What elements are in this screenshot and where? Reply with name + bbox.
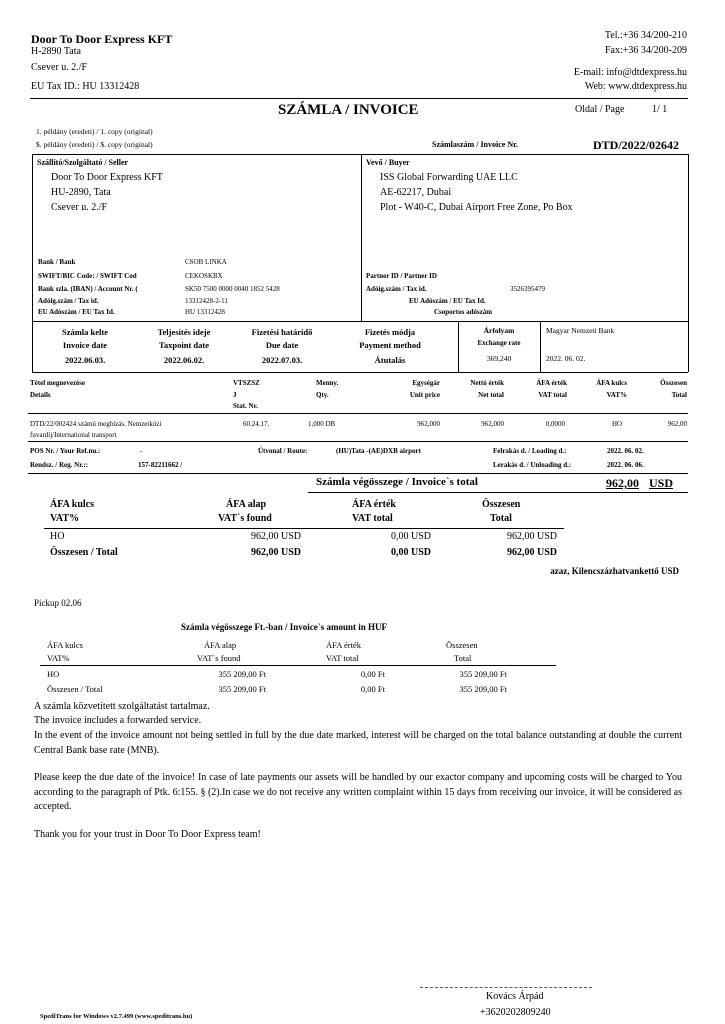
huf-sum-total: 355 209,00 Ft bbox=[459, 684, 507, 694]
huf-head-amount-hu: ÁFA érték bbox=[326, 640, 362, 650]
email-value: info@dtdexpress.hu bbox=[606, 67, 687, 78]
company-street: Csever u. 2./F bbox=[31, 62, 88, 73]
huf-row-total: 355 209,00 Ft bbox=[459, 669, 507, 679]
col-vat-pct-en: VAT% bbox=[606, 391, 627, 399]
loading-date-label: Felrakás d. / Loading d.: bbox=[493, 447, 567, 455]
copy-line-2: $. példány (eredeti) / $. copy (original) bbox=[36, 140, 153, 149]
company-name: Door To Door Express KFT bbox=[31, 32, 173, 46]
item-qty: 1,000 DB bbox=[308, 420, 336, 428]
huf-head-base-en: VAT`s found bbox=[197, 653, 241, 663]
buyer-name: ISS Global Forwarding UAE LLC bbox=[380, 172, 518, 183]
col-total-en: Total bbox=[671, 391, 687, 399]
vat-row-total: 962,00 USD bbox=[506, 531, 557, 542]
vat-head-amount-hu: ÁFA érték bbox=[352, 499, 396, 510]
col-unit-hu: Egységár bbox=[412, 379, 440, 387]
total-in-words: azaz, Kilencszázhatvankettő USD bbox=[550, 566, 679, 576]
software-footer: SpediTrans for Windows v2.7.499 (www.speditrans.hu) bbox=[40, 1013, 193, 1020]
pos-ref-value: - bbox=[140, 447, 143, 455]
huf-head-base-hu: ÁFA alap bbox=[204, 640, 237, 650]
dates-left-border bbox=[32, 321, 33, 372]
vat-head-amount-en: VAT total bbox=[352, 513, 393, 524]
huf-head-rate-hu: ÁFA kulcs bbox=[47, 640, 83, 650]
company-city: H-2890 Tata bbox=[31, 46, 81, 57]
email-label: E-mail: bbox=[573, 67, 604, 78]
huf-row-rate: HO bbox=[47, 669, 60, 679]
items-bottom-divider bbox=[28, 441, 688, 442]
dates-bottom-border bbox=[32, 372, 688, 373]
item-net: 962,000 bbox=[481, 420, 504, 428]
vat-head-rate-hu: ÁFA kulcs bbox=[50, 499, 94, 510]
copy-line-1: 1. példány (eredeti) / 1. copy (original) bbox=[36, 127, 153, 136]
seller-city: HU-2890, Tata bbox=[51, 187, 111, 198]
item-details-line-2: fuvardíj/International transport bbox=[30, 431, 117, 439]
note-interest: In the event of the invoice amount not being settled in full by the due date marked, interest will be charged on the total balance outstanding at double the current Central Bank base rate (MNB). bbox=[34, 730, 682, 756]
note-forwarded-hu: A számla közvetített szolgáltatást tartalmaz. bbox=[34, 701, 210, 712]
item-details-line-1: DTD/22/002424 számú megbízás. Nemzetközi bbox=[30, 420, 162, 428]
box-middle-border bbox=[32, 321, 688, 322]
invoice-no-value: DTD/2022/02642 bbox=[593, 138, 680, 152]
partner-id-label: Partner ID / Partner ID bbox=[366, 272, 437, 280]
col-net-hu: Nettó érték bbox=[470, 379, 504, 387]
company-eu-tax: EU Tax ID.: HU 13312428 bbox=[31, 81, 140, 92]
col-qty-hu: Menny. bbox=[316, 379, 339, 387]
pickup-note: Pickup 02.06 bbox=[34, 598, 82, 608]
due-date-en: Due date bbox=[265, 340, 299, 350]
vat-row-rate: HO bbox=[50, 531, 65, 542]
exchange-rate-hu: Árfolyam bbox=[483, 326, 515, 335]
note-late-payment: Please keep the due date of the invoice! In case of late payments our assets will be handled by our exactor company and upcoming costs will be charged to You according to the paragraph of Ptk. 6:155. § (2).In case we do not receive any written complaint within 15 days from receiving our invoice, it will be considered as accepted. bbox=[34, 772, 682, 812]
buyer-tax-label: Adóig.szám / Tax id. bbox=[366, 285, 427, 293]
seller-buyer-divider bbox=[361, 154, 362, 321]
vat-sum-total: 962,00 USD bbox=[506, 547, 557, 558]
signature-line bbox=[420, 987, 592, 988]
buyer-heading: Vevő / Buyer bbox=[366, 158, 410, 167]
grand-total-label: Számla végösszege / Invoice`s total bbox=[316, 476, 478, 488]
col-total-hu: Összesen bbox=[660, 379, 687, 387]
huf-sum-base: 355 209,00 Ft bbox=[218, 684, 266, 694]
buyer-eu-label: EU Adószám / EU Tax Id. bbox=[409, 297, 486, 305]
box-top-border bbox=[32, 154, 688, 155]
col-details-hu: Tétel megnevezése bbox=[30, 379, 85, 387]
box-right-border bbox=[688, 154, 689, 322]
vat-head-total-hu: Összesen bbox=[482, 499, 521, 510]
exchange-rate-value: 369,240 bbox=[486, 354, 512, 363]
unloading-date-label: Lerakás d. / Unloading d.: bbox=[493, 461, 572, 469]
vat-row-base: 962,00 USD bbox=[250, 531, 301, 542]
page-label: Oldal / Page bbox=[575, 104, 625, 115]
dates-rate-divider bbox=[458, 321, 459, 372]
pos-bottom-divider bbox=[28, 473, 688, 474]
exchange-rate-date: 2022. 06. 02. bbox=[546, 354, 586, 363]
huf-head-rate-en: VAT% bbox=[47, 653, 70, 663]
company-email-line bbox=[574, 67, 687, 78]
company-fax: Fax:+36 34/200-209 bbox=[604, 45, 687, 56]
iban-value: SK50 7500 0000 0040 1852 5428 bbox=[185, 285, 280, 293]
col-details-en: Details bbox=[30, 391, 51, 399]
huf-head-total-en: Total bbox=[454, 653, 472, 663]
signature-name: Kovács Árpád bbox=[486, 991, 544, 1002]
bank-value: CSOB LINKA bbox=[185, 258, 227, 266]
page-value: 1/ 1 bbox=[652, 104, 668, 115]
route-value: (HU)Tata -(AE)DXB airport bbox=[336, 447, 421, 455]
due-date: 2022.07.03. bbox=[261, 355, 303, 365]
huf-sum-amount: 0,00 Ft bbox=[360, 684, 385, 694]
vat-head-rate-en: VAT% bbox=[50, 513, 80, 524]
item-vat-pct: HO bbox=[612, 420, 623, 428]
buyer-tax-value: 3526395479 bbox=[510, 285, 545, 293]
item-stat: 60.24.17. bbox=[243, 420, 270, 428]
huf-table-title: Számla végösszege Ft.-ban / Invoice`s amount in HUF bbox=[181, 622, 387, 632]
invoice-title: SZÁMLA / INVOICE bbox=[278, 102, 419, 118]
grand-total-value: 962,00 bbox=[606, 476, 639, 490]
exchange-rate-en: Exchange rate bbox=[477, 339, 521, 347]
col-qty-en: Qty. bbox=[316, 391, 329, 399]
swift-label: SWIFT/BIC Code: / SWIFT Cod bbox=[38, 272, 137, 280]
reg-nr-value: 157-82211662 / bbox=[138, 461, 183, 469]
seller-tax-value: 13312428-2-11 bbox=[185, 297, 228, 305]
col-vtsz-3: Stat. Nr. bbox=[233, 402, 258, 410]
grand-total-currency: USD bbox=[649, 476, 674, 490]
huf-head-total-hu: Összesen bbox=[446, 640, 478, 650]
iban-label: Bank szla. (IBAN) / Account Nr. ( bbox=[38, 285, 138, 293]
items-header-divider bbox=[28, 413, 688, 414]
invoice-date-hu: Számla kelte bbox=[61, 327, 109, 337]
col-vat-total-en: VAT total bbox=[538, 391, 567, 399]
bank-label: Bank / Bank bbox=[38, 258, 76, 266]
taxpoint-hu: Teljesítés ideje bbox=[157, 327, 211, 337]
exchange-bank-name: Magyar Nemzeti Bank bbox=[546, 326, 615, 335]
vat-head-total-en: Total bbox=[490, 513, 512, 524]
note-forwarded-en: The invoice includes a forwarded service. bbox=[34, 715, 202, 726]
huf-sum-label: Összesen / Total bbox=[47, 684, 103, 694]
vat-sum-amount: 0,00 USD bbox=[390, 547, 431, 558]
seller-street: Csever u. 2./F bbox=[51, 202, 108, 213]
col-vtsz-1: VTSZSZ bbox=[233, 379, 260, 387]
due-date-hu: Fizetési határidő bbox=[251, 327, 313, 337]
huf-row-amount: 0,00 Ft bbox=[360, 669, 385, 679]
invoice-date: 2022.06.03. bbox=[64, 355, 106, 365]
seller-name: Door To Door Express KFT bbox=[51, 172, 163, 183]
unloading-date-value: 2022. 06. 06. bbox=[607, 461, 644, 469]
seller-eu-label: EU Adószám / EU Tax Id. bbox=[38, 308, 115, 316]
rate-bank-divider bbox=[540, 321, 541, 372]
vat-row-amount: 0,00 USD bbox=[390, 531, 431, 542]
box-left-border bbox=[32, 154, 33, 322]
huf-row-base: 355 209,00 Ft bbox=[218, 669, 266, 679]
grand-total-underline bbox=[308, 492, 688, 493]
col-unit-en: Unit price bbox=[409, 391, 440, 399]
route-label: Útvonal / Route: bbox=[258, 447, 308, 455]
vat-sum-label: Összesen / Total bbox=[50, 547, 118, 558]
note-thank-you: Thank you for your trust in Door To Door Express team! bbox=[34, 829, 261, 840]
item-vat: 0,0000 bbox=[545, 420, 565, 428]
col-net-en: Net total bbox=[478, 391, 504, 399]
taxpoint-date: 2022.06.02. bbox=[163, 355, 205, 365]
company-web-line bbox=[585, 81, 687, 92]
vat-sum-base: 962,00 USD bbox=[250, 547, 301, 558]
buyer-city: AE-62217, Dubai bbox=[380, 187, 452, 198]
swift-value: CEKOSKBX bbox=[185, 272, 223, 280]
company-tel: Tel.:+36 34/200-210 bbox=[604, 30, 687, 41]
reg-nr-label: Rendsz. / Reg. Nr.:: bbox=[30, 461, 89, 469]
pos-ref-label: POS Nr. / Your Ref.nu.: bbox=[30, 447, 101, 455]
payment-method: Átutalás bbox=[374, 355, 406, 365]
seller-eu-value: HU 13312428 bbox=[185, 308, 225, 316]
web-value: www.dtdexpress.hu bbox=[608, 81, 687, 92]
signature-phone: +3620202809240 bbox=[480, 1007, 551, 1018]
col-vat-pct-hu: ÁFA kulcs bbox=[596, 379, 627, 387]
buyer-street: Plot - W40-C, Dubai Airport Free Zone, Po Box bbox=[380, 202, 573, 213]
payment-method-en: Payment method bbox=[359, 340, 421, 350]
vat-head-base-en: VAT`s found bbox=[218, 513, 272, 524]
item-unit-price: 962,000 bbox=[417, 420, 440, 428]
loading-date-value: 2022. 06. 02. bbox=[607, 447, 644, 455]
huf-table-divider bbox=[40, 665, 556, 666]
payment-method-hu: Fizetés módja bbox=[364, 327, 416, 337]
item-total: 962,00 bbox=[667, 420, 687, 428]
vat-table-divider bbox=[44, 528, 564, 529]
col-vtsz-2: J bbox=[233, 391, 237, 399]
header-divider bbox=[30, 98, 688, 99]
invoice-date-en: Invoice date bbox=[62, 340, 108, 350]
web-label: Web: bbox=[584, 81, 606, 92]
dates-right-border bbox=[688, 321, 689, 372]
seller-heading: Szállító/Szolgáltató / Seller bbox=[37, 158, 129, 167]
vat-head-base-hu: ÁFA alap bbox=[226, 499, 267, 510]
col-vat-total-hu: ÁFA érték bbox=[536, 379, 567, 387]
group-tax-label: Csoportos adószám bbox=[434, 308, 493, 316]
huf-head-amount-en: VAT total bbox=[326, 653, 359, 663]
invoice-no-label: Számlaszám / Invoice Nr. bbox=[432, 140, 518, 149]
taxpoint-en: Taxpoint date bbox=[159, 340, 209, 350]
seller-tax-label: Adóig.szám / Tax id. bbox=[38, 297, 99, 305]
